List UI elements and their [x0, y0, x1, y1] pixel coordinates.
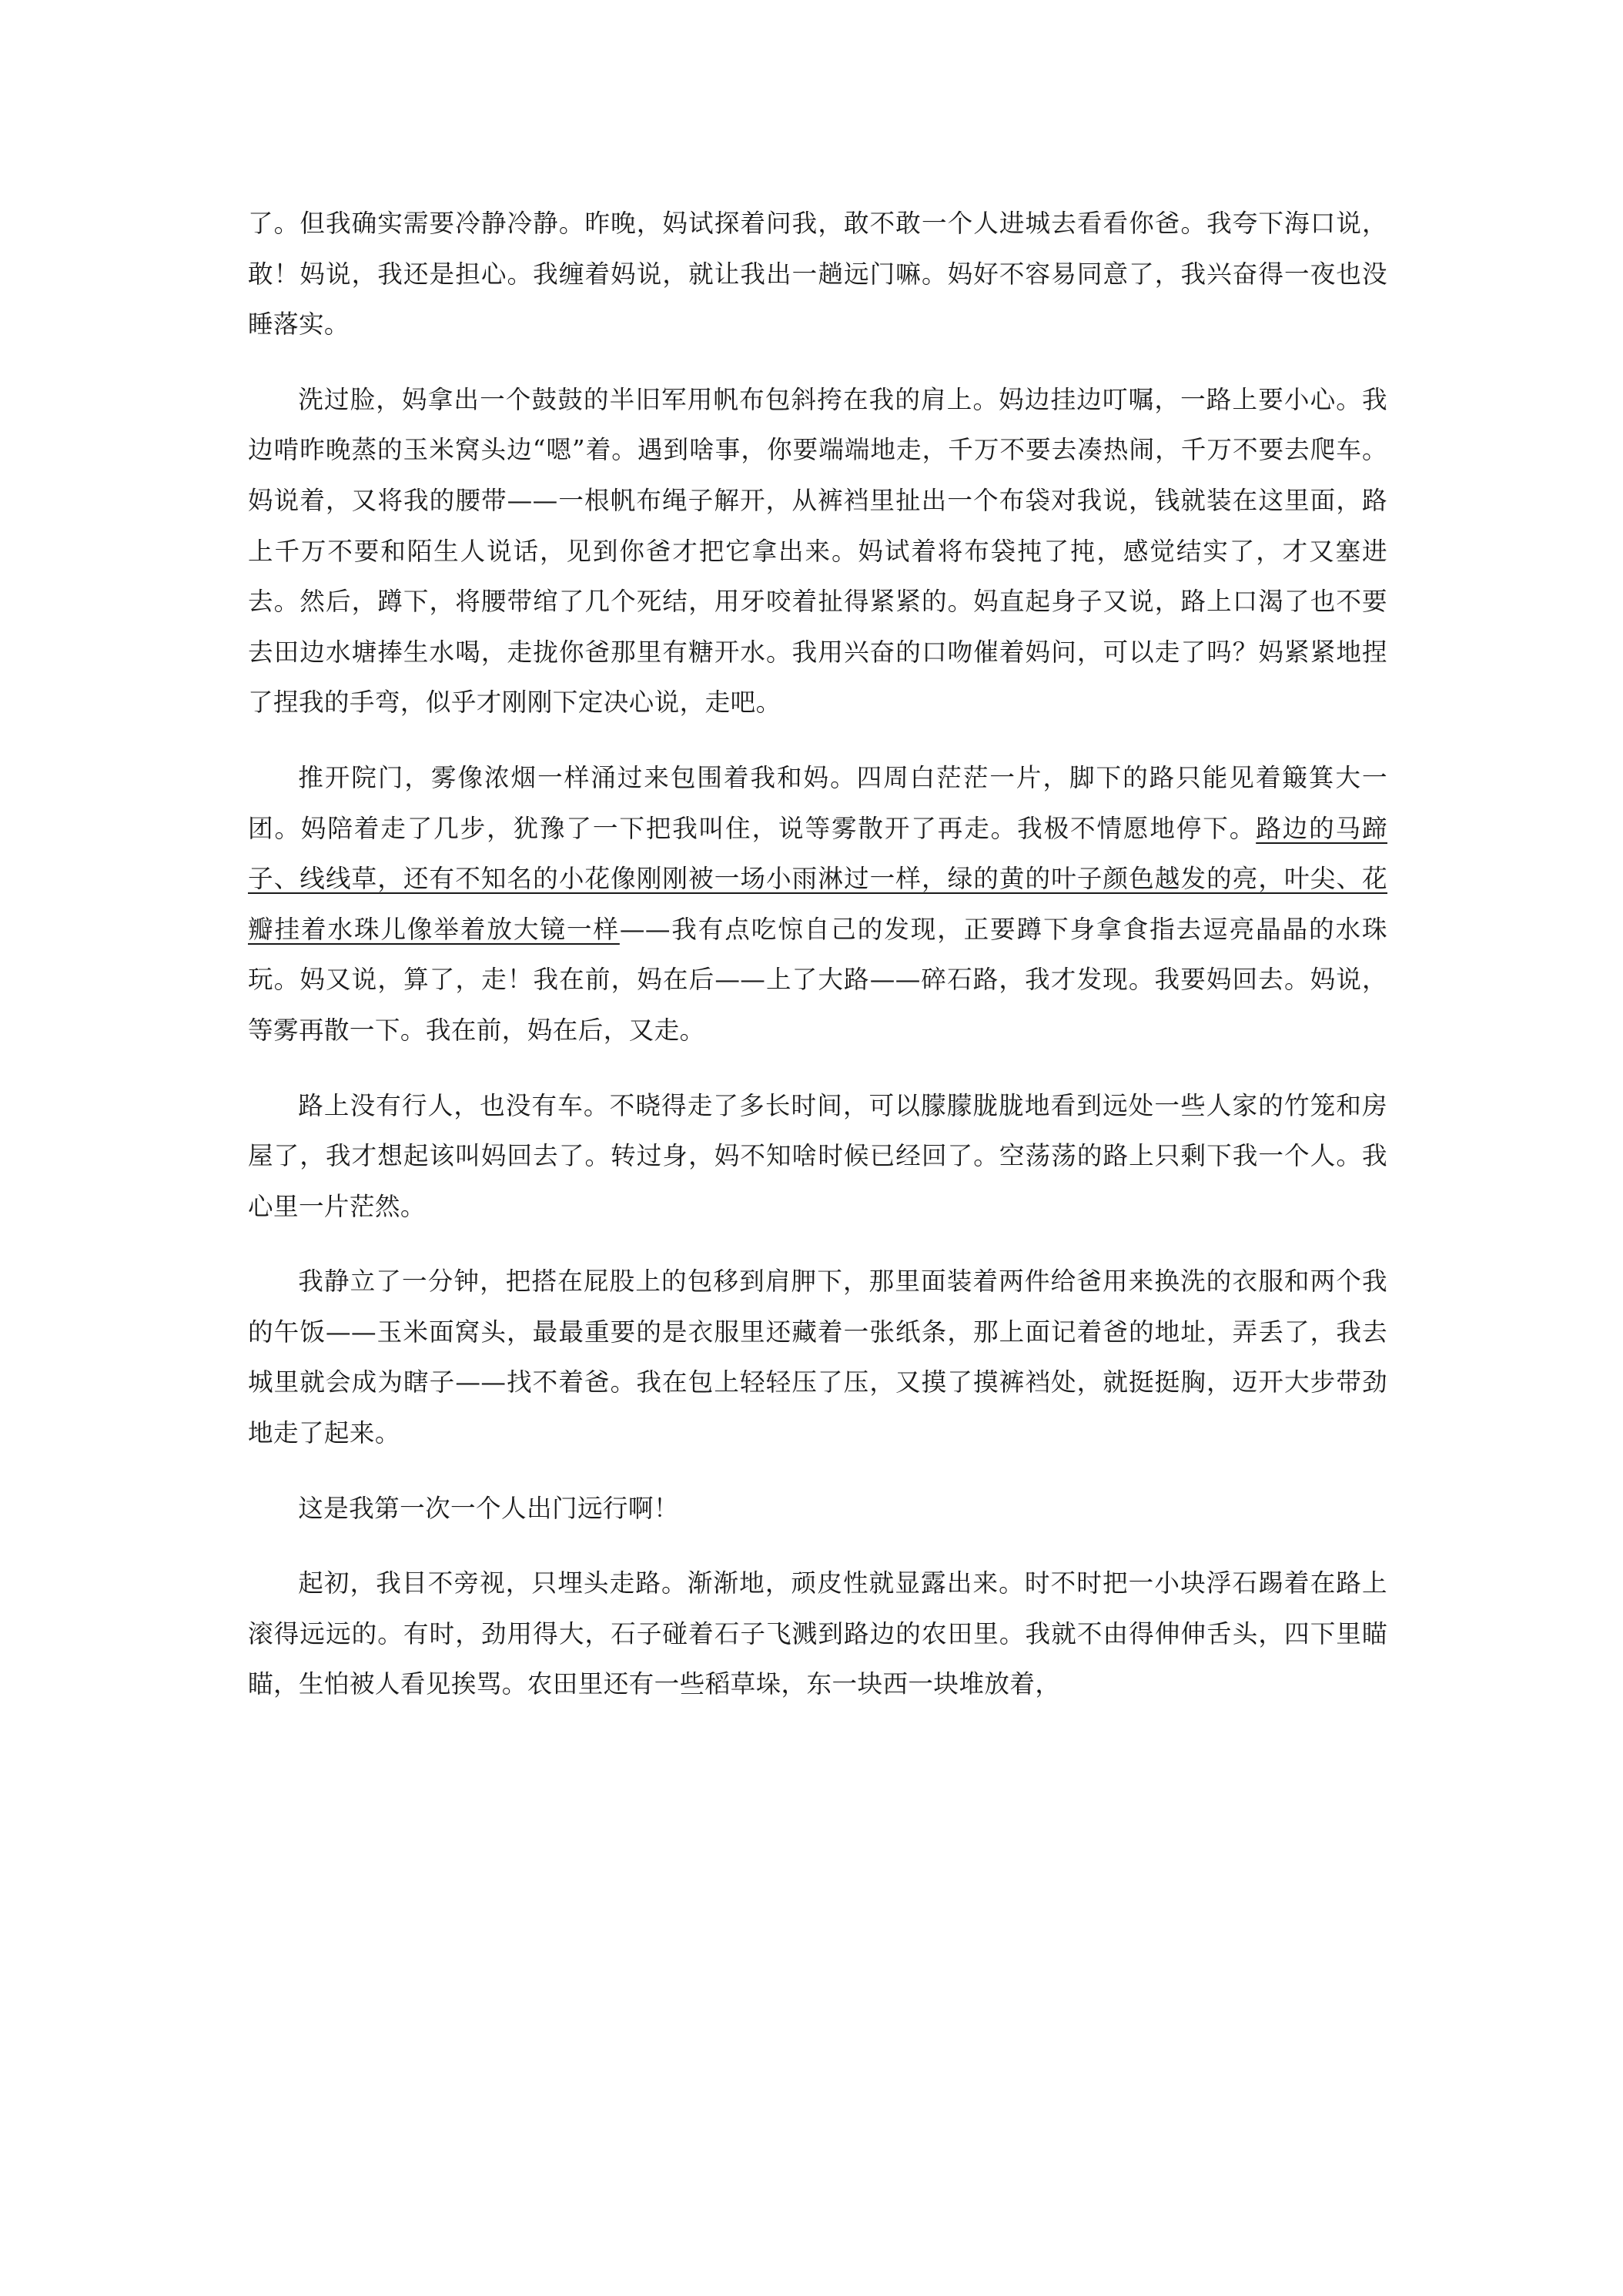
- paragraph-7: 起初，我目不旁视，只埋头走路。渐渐地，顽皮性就显露出来。时不时把一小块浮石踢着在路上滚得远远的。有时，劲用得大，石子碰着石子飞溅到路边的农田里。我就不由得伸伸舌头，四下里瞄瞄，生怕被人看见挨骂。农田里还有一些稻草垛，东一块西一块堆放着，: [248, 1568, 1387, 1699]
- paragraph-6: 这是我第一次一个人出门远行啊！: [298, 1493, 679, 1523]
- paragraph-2: 洗过脸，妈拿出一个鼓鼓的半旧军用帆布包斜挎在我的肩上。妈边挂边叮嘱，一路上要小心。我边啃昨晚蒸的玉米窝头边“嗯”着。遇到啥事，你要端端地走，千万不要去凑热闹，千万不要去爬车。妈说着，又将我的腰带——一根帆布绳子解开，从裤裆里扯出一个布袋对我说，钱就装在这里面，路上千万不要和陌生人说话，见到你爸才把它拿出来。妈试着将布袋扽了扽，感觉结实了，才又塞进去。然后，蹲下，将腰带绾了几个死结，用牙咬着扯得紧紧的。妈直起身子又说，路上口渴了也不要去田边水塘捧生水喝，走拢你爸那里有糖开水。我用兴奋的口吻催着妈问，可以走了吗？妈紧紧地捏了捏我的手弯，似乎才刚刚下定决心说，走吧。: [248, 384, 1387, 718]
- paragraph-3: [248, 753, 1387, 1056]
- paragraph-4: 路上没有行人，也没有车。不晓得走了多长时间，可以朦朦胧胧地看到远处一些人家的竹笼和房屋了，我才想起该叫妈回去了。转过身，妈不知啥时候已经回了。空荡荡的路上只剩下我一个人。我心里一片茫然。: [248, 1090, 1387, 1221]
- paragraph-3-before: 推开院门，雾像浓烟一样涌过来包围着我和妈。四周白茫茫一片，脚下的路只能见着簸箕大一团。妈陪着走了几步，犹豫了一下把我叫住，说等雾散开了再走。我极不情愿地停下。: [248, 762, 1387, 843]
- paragraph-5: 我静立了一分钟，把搭在屁股上的包移到肩胛下，那里面装着两件给爸用来换洗的衣服和两个我的午饭——玉米面窝头，最最重要的是衣服里还藏着一张纸条，那上面记着爸的地址，弄丢了，我去城里就会成为瞎子——找不着爸。我在包上轻轻压了压，又摸了摸裤裆处，就挺挺胸，迈开大步带劲地走了起来。: [248, 1267, 1387, 1448]
- paragraph-3-after: ——我有点吃惊自己的发现，正要蹲下身拿食指去逗亮晶晶的水珠玩。妈又说，算了，走！我在前，妈在后——上了大路——碎石路，我才发现。我要妈回去。妈说，等雾再散一下。我在前，妈在后，又走。: [248, 914, 1387, 1045]
- paragraph-1: 了。但我确实需要冷静冷静。昨晚，妈试探着问我，敢不敢一个人进城去看看你爸。我夸下海口说，敢！妈说，我还是担心。我缠着妈说，就让我出一趟远门嘛。妈好不容易同意了，我兴奋得一夜也没睡落实。: [248, 209, 1387, 340]
- document-page: [248, 199, 1387, 1735]
- underlined-sentence: 路边的马蹄子、线线草，还有不知名的小花像刚刚被一场小雨淋过一样，绿的黄的叶子颜色越发的亮，叶尖、花瓣挂着水珠儿像举着放大镜一样: [248, 813, 1387, 944]
